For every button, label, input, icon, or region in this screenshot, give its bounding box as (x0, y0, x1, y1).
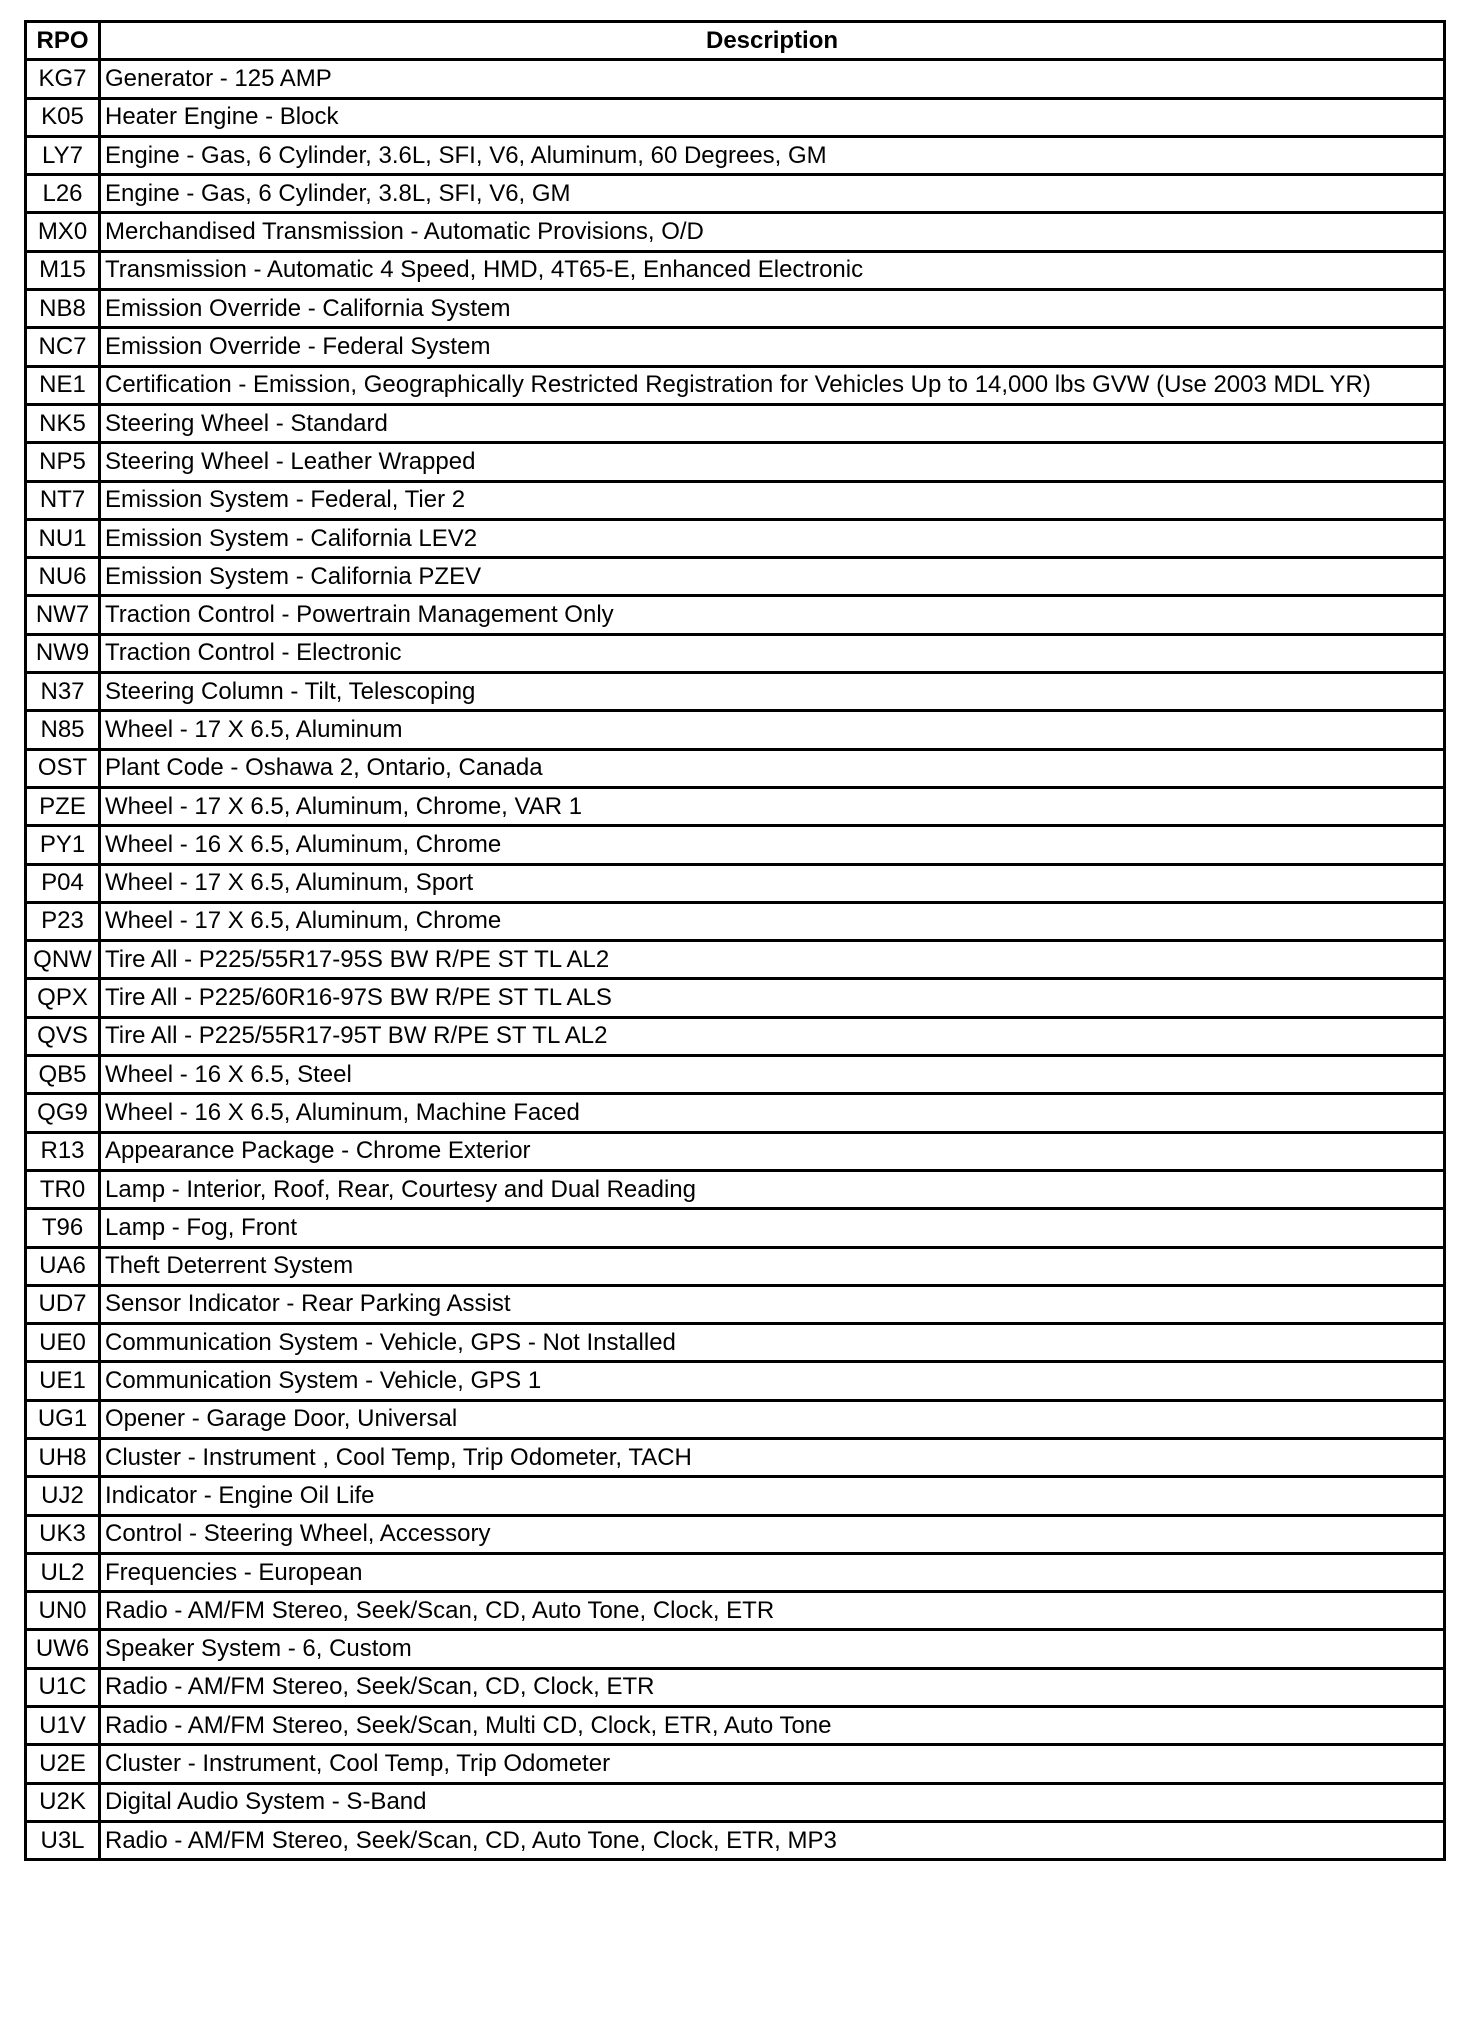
rpo-code: U1V (26, 1707, 100, 1745)
table-row (26, 328, 1445, 366)
rpo-description: Frequencies - European (100, 1553, 1445, 1591)
rpo-description: Theft Deterrent System (100, 1247, 1445, 1285)
rpo-description: Opener - Garage Door, Universal (100, 1400, 1445, 1438)
rpo-description: Steering Column - Tilt, Telescoping (100, 673, 1445, 711)
table-row (26, 1438, 1445, 1476)
rpo-description: Tire All - P225/55R17-95T BW R/PE ST TL AL2 (100, 1017, 1445, 1055)
rpo-description: Emission Override - California System (100, 290, 1445, 328)
rpo-description: Engine - Gas, 6 Cylinder, 3.6L, SFI, V6, Aluminum, 60 Degrees, GM (100, 136, 1445, 174)
table-row (26, 1285, 1445, 1323)
rpo-description: Traction Control - Electronic (100, 634, 1445, 672)
table-row (26, 98, 1445, 136)
table-row (26, 1630, 1445, 1668)
rpo-table (24, 20, 1446, 1861)
table-row (26, 60, 1445, 98)
rpo-code: NE1 (26, 366, 100, 404)
rpo-description: Wheel - 17 X 6.5, Aluminum (100, 711, 1445, 749)
rpo-code: UE1 (26, 1362, 100, 1400)
rpo-code: LY7 (26, 136, 100, 174)
rpo-description: Radio - AM/FM Stereo, Seek/Scan, Multi CD, Clock, ETR, Auto Tone (100, 1707, 1445, 1745)
rpo-code: PY1 (26, 826, 100, 864)
rpo-code: UA6 (26, 1247, 100, 1285)
table-row (26, 711, 1445, 749)
rpo-description: Communication System - Vehicle, GPS 1 (100, 1362, 1445, 1400)
table-row (26, 1017, 1445, 1055)
table-row (26, 1362, 1445, 1400)
table-row (26, 1400, 1445, 1438)
table-row (26, 749, 1445, 787)
rpo-description: Lamp - Interior, Roof, Rear, Courtesy and Dual Reading (100, 1170, 1445, 1208)
rpo-code: P23 (26, 902, 100, 940)
table-row (26, 213, 1445, 251)
rpo-description: Generator - 125 AMP (100, 60, 1445, 98)
rpo-code: UJ2 (26, 1477, 100, 1515)
rpo-code: KG7 (26, 60, 100, 98)
table-row (26, 443, 1445, 481)
rpo-code: P04 (26, 864, 100, 902)
rpo-description: Radio - AM/FM Stereo, Seek/Scan, CD, Clock, ETR (100, 1668, 1445, 1706)
table-row (26, 826, 1445, 864)
table-row (26, 1707, 1445, 1745)
rpo-description: Wheel - 16 X 6.5, Aluminum, Machine Faced (100, 1094, 1445, 1132)
table-row (26, 1132, 1445, 1170)
rpo-description: Plant Code - Oshawa 2, Ontario, Canada (100, 749, 1445, 787)
rpo-code: U1C (26, 1668, 100, 1706)
rpo-code: UN0 (26, 1592, 100, 1630)
rpo-code: UH8 (26, 1438, 100, 1476)
rpo-code: QB5 (26, 1056, 100, 1094)
rpo-code: R13 (26, 1132, 100, 1170)
header-row (26, 22, 1445, 60)
rpo-code: K05 (26, 98, 100, 136)
header-description: Description (100, 22, 1445, 60)
rpo-code: QG9 (26, 1094, 100, 1132)
rpo-code: U3L (26, 1821, 100, 1859)
table-row (26, 1056, 1445, 1094)
rpo-description: Appearance Package - Chrome Exterior (100, 1132, 1445, 1170)
rpo-description: Emission System - Federal, Tier 2 (100, 481, 1445, 519)
rpo-description: Engine - Gas, 6 Cylinder, 3.8L, SFI, V6, GM (100, 175, 1445, 213)
rpo-description: Wheel - 17 X 6.5, Aluminum, Sport (100, 864, 1445, 902)
table-row (26, 1783, 1445, 1821)
table-row (26, 596, 1445, 634)
rpo-description: Wheel - 16 X 6.5, Aluminum, Chrome (100, 826, 1445, 864)
rpo-code: NW9 (26, 634, 100, 672)
rpo-description: Steering Wheel - Standard (100, 404, 1445, 442)
rpo-description: Wheel - 17 X 6.5, Aluminum, Chrome (100, 902, 1445, 940)
rpo-code: NW7 (26, 596, 100, 634)
table-row (26, 1553, 1445, 1591)
rpo-description: Wheel - 16 X 6.5, Steel (100, 1056, 1445, 1094)
table-row (26, 366, 1445, 404)
rpo-description: Radio - AM/FM Stereo, Seek/Scan, CD, Auto Tone, Clock, ETR (100, 1592, 1445, 1630)
rpo-code: UG1 (26, 1400, 100, 1438)
table-row (26, 404, 1445, 442)
rpo-code: NP5 (26, 443, 100, 481)
rpo-code: NU6 (26, 558, 100, 596)
table-row (26, 251, 1445, 289)
rpo-code: MX0 (26, 213, 100, 251)
table-row (26, 481, 1445, 519)
rpo-code: UL2 (26, 1553, 100, 1591)
rpo-description: Speaker System - 6, Custom (100, 1630, 1445, 1668)
table-row (26, 902, 1445, 940)
table-row (26, 634, 1445, 672)
table-row (26, 1170, 1445, 1208)
rpo-code: UD7 (26, 1285, 100, 1323)
table-row (26, 1515, 1445, 1553)
rpo-code: NK5 (26, 404, 100, 442)
table-row (26, 1745, 1445, 1783)
table-row (26, 136, 1445, 174)
rpo-code: NT7 (26, 481, 100, 519)
table-row (26, 175, 1445, 213)
rpo-description: Radio - AM/FM Stereo, Seek/Scan, CD, Auto Tone, Clock, ETR, MP3 (100, 1821, 1445, 1859)
rpo-code: QNW (26, 941, 100, 979)
rpo-code: NC7 (26, 328, 100, 366)
table-row (26, 290, 1445, 328)
rpo-code: N37 (26, 673, 100, 711)
rpo-code: NB8 (26, 290, 100, 328)
rpo-description: Cluster - Instrument, Cool Temp, Trip Odometer (100, 1745, 1445, 1783)
table-row (26, 941, 1445, 979)
table-row (26, 979, 1445, 1017)
table-row (26, 1094, 1445, 1132)
header-rpo: RPO (26, 22, 100, 60)
rpo-description: Steering Wheel - Leather Wrapped (100, 443, 1445, 481)
table-row (26, 1209, 1445, 1247)
table-row (26, 1592, 1445, 1630)
rpo-description: Tire All - P225/55R17-95S BW R/PE ST TL AL2 (100, 941, 1445, 979)
rpo-description: Emission System - California LEV2 (100, 519, 1445, 557)
table-row (26, 1324, 1445, 1362)
rpo-description: Wheel - 17 X 6.5, Aluminum, Chrome, VAR 1 (100, 787, 1445, 825)
rpo-description: Communication System - Vehicle, GPS - Not Installed (100, 1324, 1445, 1362)
rpo-description: Sensor Indicator - Rear Parking Assist (100, 1285, 1445, 1323)
table-body (26, 60, 1445, 1860)
rpo-description: Traction Control - Powertrain Management Only (100, 596, 1445, 634)
rpo-code: U2E (26, 1745, 100, 1783)
rpo-description: Heater Engine - Block (100, 98, 1445, 136)
table-row (26, 1247, 1445, 1285)
rpo-description: Lamp - Fog, Front (100, 1209, 1445, 1247)
table-row (26, 864, 1445, 902)
rpo-description: Indicator - Engine Oil Life (100, 1477, 1445, 1515)
table-row (26, 673, 1445, 711)
rpo-code: PZE (26, 787, 100, 825)
rpo-code: UE0 (26, 1324, 100, 1362)
rpo-description: Cluster - Instrument , Cool Temp, Trip Odometer, TACH (100, 1438, 1445, 1476)
rpo-code: TR0 (26, 1170, 100, 1208)
table-row (26, 519, 1445, 557)
rpo-description: Emission Override - Federal System (100, 328, 1445, 366)
rpo-description: Emission System - California PZEV (100, 558, 1445, 596)
rpo-code: UK3 (26, 1515, 100, 1553)
rpo-code: U2K (26, 1783, 100, 1821)
rpo-description: Certification - Emission, Geographically Restricted Registration for Vehicles Up to 14,000 lbs GVW (Use 2003 MDL YR) (100, 366, 1445, 404)
rpo-code: T96 (26, 1209, 100, 1247)
table-row (26, 787, 1445, 825)
rpo-code: OST (26, 749, 100, 787)
rpo-description: Control - Steering Wheel, Accessory (100, 1515, 1445, 1553)
rpo-code: QVS (26, 1017, 100, 1055)
rpo-code: QPX (26, 979, 100, 1017)
rpo-code: NU1 (26, 519, 100, 557)
rpo-description: Merchandised Transmission - Automatic Provisions, O/D (100, 213, 1445, 251)
rpo-code: N85 (26, 711, 100, 749)
table-header (26, 22, 1445, 60)
rpo-description: Tire All - P225/60R16-97S BW R/PE ST TL ALS (100, 979, 1445, 1017)
rpo-code: M15 (26, 251, 100, 289)
table-row (26, 1668, 1445, 1706)
table-row (26, 558, 1445, 596)
rpo-description: Digital Audio System - S-Band (100, 1783, 1445, 1821)
rpo-code: L26 (26, 175, 100, 213)
table-row (26, 1477, 1445, 1515)
table-row (26, 1821, 1445, 1859)
rpo-description: Transmission - Automatic 4 Speed, HMD, 4T65-E, Enhanced Electronic (100, 251, 1445, 289)
rpo-code: UW6 (26, 1630, 100, 1668)
